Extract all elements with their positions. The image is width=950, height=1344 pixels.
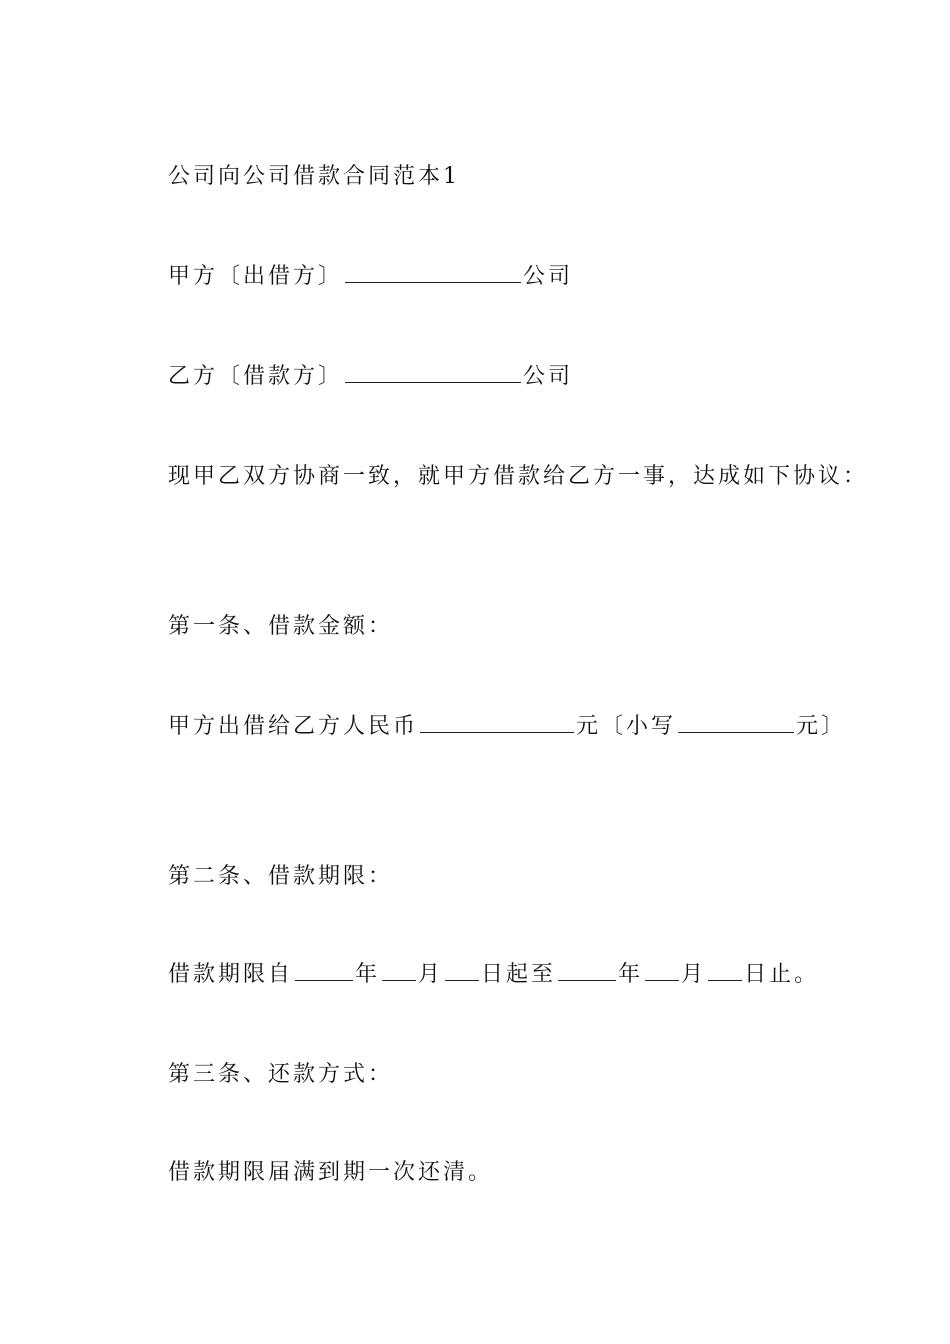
contract-title: 公司向公司借款合同范本1 <box>168 164 460 189</box>
party-a-suffix: 公司 <box>523 264 574 289</box>
article3-heading: 第三条、还款方式： <box>168 1062 394 1087</box>
end-year-label: 年 <box>618 962 644 987</box>
article1-heading: 第一条、借款金额： <box>168 614 394 639</box>
article1-text-mid: 元〔小写 <box>576 714 677 739</box>
end-month-label: 月 <box>681 962 707 987</box>
article2-text <box>168 960 819 990</box>
end-day-blank <box>708 962 742 981</box>
start-day-label: 日起至 <box>481 962 557 987</box>
party-a-line <box>168 262 573 292</box>
start-day-blank <box>445 962 479 981</box>
party-b-label: 乙方〔借款方〕 <box>168 364 344 389</box>
end-day-label: 日止。 <box>744 962 820 987</box>
amount-uppercase-blank <box>420 714 574 733</box>
party-b-suffix: 公司 <box>523 364 574 389</box>
article2-heading: 第二条、借款期限： <box>168 864 394 889</box>
article1-text-before: 甲方出借给乙方人民币 <box>168 714 419 739</box>
start-year-blank <box>295 962 353 981</box>
start-year-label: 年 <box>355 962 381 987</box>
start-month-blank <box>382 962 416 981</box>
article2-t1: 借款期限自 <box>168 962 294 987</box>
end-year-blank <box>558 962 616 981</box>
party-a-blank <box>345 264 521 283</box>
preamble: 现甲乙双方协商一致，就甲方借款给乙方一事，达成如下协议： <box>168 464 869 489</box>
article1-text-end: 元〕 <box>796 714 847 739</box>
start-month-label: 月 <box>418 962 444 987</box>
article3-text: 借款期限届满到期一次还清。 <box>168 1160 494 1185</box>
article1-text <box>168 712 846 742</box>
end-month-blank <box>645 962 679 981</box>
amount-lowercase-blank <box>678 714 794 733</box>
party-b-line <box>168 362 573 392</box>
party-a-label: 甲方〔出借方〕 <box>168 264 344 289</box>
party-b-blank <box>345 364 521 383</box>
